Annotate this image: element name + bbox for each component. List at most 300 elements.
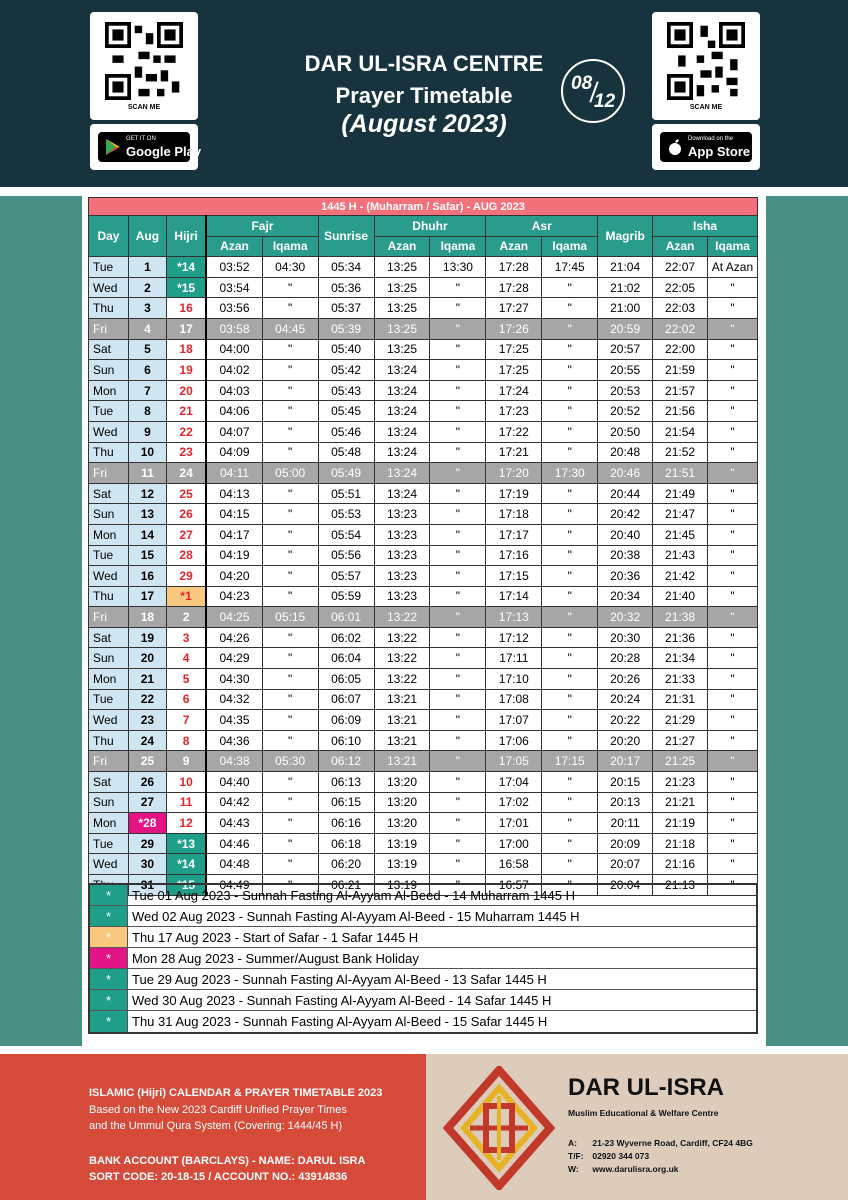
dhuhr-azan-cell: 13:25 [374, 318, 430, 339]
fajr-azan-cell: 04:07 [206, 421, 262, 442]
table-row [89, 586, 758, 607]
fajr-iqama-cell: " [262, 627, 318, 648]
magrib-cell: 20:30 [598, 627, 653, 648]
scan-me-label: SCAN ME [127, 104, 161, 111]
asr-iqama-cell: " [542, 545, 598, 566]
day-cell: Fri [89, 751, 129, 772]
day-cell: Wed [89, 421, 129, 442]
magrib-cell: 20:38 [598, 545, 653, 566]
isha-azan-cell: 21:47 [653, 504, 708, 525]
aug-cell: 29 [128, 833, 166, 854]
magrib-cell: 20:20 [598, 730, 653, 751]
asr-iqama-cell: " [542, 627, 598, 648]
footer-info [0, 1054, 426, 1200]
isha-azan-cell: 21:40 [653, 586, 708, 607]
table-row [89, 463, 758, 484]
isha-iqama-cell: At Azan [707, 257, 757, 278]
table-row [89, 833, 758, 854]
header-isha: Isha [653, 216, 758, 237]
isha-azan-cell: 21:34 [653, 648, 708, 669]
org-address: A: 21-23 Wyverne Road, Cardiff, CF24 4BG [568, 1138, 753, 1148]
magrib-cell: 20:57 [598, 339, 653, 360]
aug-cell: 11 [128, 463, 166, 484]
asr-azan-cell: 17:24 [486, 380, 542, 401]
asr-iqama-cell: 17:30 [542, 463, 598, 484]
isha-iqama-cell: " [707, 669, 757, 690]
table-row [89, 627, 758, 648]
hijri-cell: 5 [166, 669, 206, 690]
sunrise-cell: 05:39 [318, 318, 374, 339]
aug-cell: 14 [128, 524, 166, 545]
isha-iqama-cell: " [707, 730, 757, 751]
table-row [89, 360, 758, 381]
hijri-cell: *15 [166, 875, 206, 896]
dhuhr-azan-cell: 13:20 [374, 792, 430, 813]
hijri-cell: 4 [166, 648, 206, 669]
day-cell: Tue [89, 401, 129, 422]
dhuhr-azan-cell: 13:23 [374, 586, 430, 607]
left-qr-code[interactable] [90, 12, 198, 120]
hijri-cell: 26 [166, 504, 206, 525]
sunrise-cell: 05:54 [318, 524, 374, 545]
asr-iqama-cell: " [542, 648, 598, 669]
note-text: Tue 01 Aug 2023 - Sunnah Fasting Al-Ayyam Al-Beed - 14 Muharram 1445 H [132, 888, 575, 903]
sunrise-cell: 05:45 [318, 401, 374, 422]
day-cell: Tue [89, 257, 129, 278]
dar-ul-isra-logo-icon [440, 1066, 558, 1190]
isha-azan-cell: 21:43 [653, 545, 708, 566]
hijri-cell: *15 [166, 277, 206, 298]
aug-cell: 5 [128, 339, 166, 360]
dhuhr-iqama-cell: " [430, 360, 486, 381]
asr-iqama-cell: " [542, 875, 598, 896]
fajr-iqama-cell: " [262, 298, 318, 319]
magrib-cell: 20:44 [598, 483, 653, 504]
fajr-azan-cell: 04:23 [206, 586, 262, 607]
magrib-cell: 20:17 [598, 751, 653, 772]
isha-iqama-cell: " [707, 751, 757, 772]
fajr-iqama-cell: " [262, 854, 318, 875]
fajr-azan-cell: 04:02 [206, 360, 262, 381]
dhuhr-iqama-cell: " [430, 277, 486, 298]
fajr-azan-cell: 04:36 [206, 730, 262, 751]
day-cell: Mon [89, 524, 129, 545]
asr-azan-cell: 17:02 [486, 792, 542, 813]
prayer-timetable [88, 197, 758, 896]
asr-iqama-cell: " [542, 792, 598, 813]
sunrise-cell: 05:37 [318, 298, 374, 319]
isha-iqama-cell: " [707, 586, 757, 607]
footer-bank-name: BANK ACCOUNT (BARCLAYS) - NAME: DARUL ISRA [89, 1155, 366, 1167]
fajr-azan-cell: 04:48 [206, 854, 262, 875]
isha-azan-cell: 21:54 [653, 421, 708, 442]
asr-azan-cell: 17:04 [486, 772, 542, 793]
dhuhr-azan-cell: 13:19 [374, 833, 430, 854]
sunrise-cell: 06:15 [318, 792, 374, 813]
hijri-cell: 3 [166, 627, 206, 648]
header-asr: Asr [486, 216, 598, 237]
dhuhr-iqama-cell: " [430, 710, 486, 731]
hijri-cell: 25 [166, 483, 206, 504]
fajr-azan-cell: 04:46 [206, 833, 262, 854]
isha-azan-cell: 22:02 [653, 318, 708, 339]
asr-iqama-cell: " [542, 813, 598, 834]
magrib-cell: 20:32 [598, 607, 653, 628]
sunrise-cell: 06:02 [318, 627, 374, 648]
sunrise-cell: 06:21 [318, 875, 374, 896]
dhuhr-azan-cell: 13:24 [374, 483, 430, 504]
sunrise-cell: 05:59 [318, 586, 374, 607]
fajr-azan-cell: 04:26 [206, 627, 262, 648]
notes-list [88, 883, 758, 1034]
header-isha-iqama: Iqama [707, 236, 757, 257]
dhuhr-iqama-cell: " [430, 648, 486, 669]
header-bar [0, 0, 848, 187]
asr-iqama-cell: " [542, 566, 598, 587]
note-row [90, 990, 756, 1011]
centre-title: DAR UL-ISRA CENTRE [304, 51, 544, 76]
dhuhr-iqama-cell: " [430, 463, 486, 484]
day-cell: Mon [89, 669, 129, 690]
magrib-cell: 20:15 [598, 772, 653, 793]
right-qr-code[interactable] [652, 12, 760, 120]
note-text: Wed 02 Aug 2023 - Sunnah Fasting Al-Ayyam Al-Beed - 15 Muharram 1445 H [132, 909, 580, 924]
isha-iqama-cell: " [707, 318, 757, 339]
asr-azan-cell: 17:28 [486, 257, 542, 278]
header-dhuhr-iqama: Iqama [430, 236, 486, 257]
fajr-iqama-cell: " [262, 648, 318, 669]
day-cell: Sun [89, 648, 129, 669]
magrib-cell: 20:36 [598, 566, 653, 587]
sunrise-cell: 05:36 [318, 277, 374, 298]
fajr-azan-cell: 04:11 [206, 463, 262, 484]
aug-cell: 18 [128, 607, 166, 628]
asr-azan-cell: 16:58 [486, 854, 542, 875]
magrib-cell: 20:50 [598, 421, 653, 442]
hijri-cell: *13 [166, 833, 206, 854]
asr-azan-cell: 17:26 [486, 318, 542, 339]
magrib-cell: 20:48 [598, 442, 653, 463]
table-row [89, 751, 758, 772]
aug-cell: 2 [128, 277, 166, 298]
aug-cell: 1 [128, 257, 166, 278]
dhuhr-iqama-cell: " [430, 442, 486, 463]
isha-azan-cell: 21:27 [653, 730, 708, 751]
isha-iqama-cell: " [707, 772, 757, 793]
hijri-cell: 21 [166, 401, 206, 422]
sunrise-cell: 06:13 [318, 772, 374, 793]
aug-cell: 6 [128, 360, 166, 381]
isha-azan-cell: 21:33 [653, 669, 708, 690]
hijri-cell: *14 [166, 854, 206, 875]
fajr-iqama-cell: " [262, 524, 318, 545]
note-row [90, 1011, 756, 1032]
footer-calendar-title: ISLAMIC (Hijri) CALENDAR & PRAYER TIMETABLE 2023 [89, 1087, 383, 1099]
asr-iqama-cell: " [542, 360, 598, 381]
day-cell: Sat [89, 772, 129, 793]
fajr-iqama-cell: " [262, 421, 318, 442]
aug-cell: 12 [128, 483, 166, 504]
page-total: 12 [594, 91, 616, 112]
asr-azan-cell: 17:28 [486, 277, 542, 298]
isha-iqama-cell: " [707, 566, 757, 587]
asr-azan-cell: 17:15 [486, 566, 542, 587]
table-row [89, 854, 758, 875]
isha-iqama-cell: " [707, 875, 757, 896]
org-subtitle: Muslim Educational & Welfare Centre [568, 1108, 719, 1118]
header-dhuhr-azan: Azan [374, 236, 430, 257]
hijri-cell: 29 [166, 566, 206, 587]
aug-cell: 10 [128, 442, 166, 463]
fajr-azan-cell: 04:30 [206, 669, 262, 690]
footer-based-on: Based on the New 2023 Cardiff Unified Prayer Times [89, 1104, 347, 1116]
fajr-azan-cell: 04:25 [206, 607, 262, 628]
dhuhr-azan-cell: 13:25 [374, 277, 430, 298]
fajr-iqama-cell: " [262, 730, 318, 751]
timetable-title: Prayer Timetable [335, 83, 513, 108]
hijri-cell: 9 [166, 751, 206, 772]
dhuhr-azan-cell: 13:21 [374, 730, 430, 751]
asr-azan-cell: 17:25 [486, 360, 542, 381]
app-store-small: Download on the [688, 136, 734, 142]
isha-azan-cell: 21:38 [653, 607, 708, 628]
isha-azan-cell: 21:21 [653, 792, 708, 813]
sunrise-cell: 06:16 [318, 813, 374, 834]
table-row [89, 648, 758, 669]
day-cell: Sun [89, 792, 129, 813]
dhuhr-iqama-cell: " [430, 854, 486, 875]
isha-azan-cell: 21:36 [653, 627, 708, 648]
isha-azan-cell: 21:13 [653, 875, 708, 896]
fajr-iqama-cell: 05:15 [262, 607, 318, 628]
dhuhr-iqama-cell: " [430, 730, 486, 751]
hijri-cell: 6 [166, 689, 206, 710]
hijri-cell: 8 [166, 730, 206, 751]
fajr-iqama-cell: " [262, 360, 318, 381]
asr-azan-cell: 17:20 [486, 463, 542, 484]
fajr-azan-cell: 04:43 [206, 813, 262, 834]
fajr-iqama-cell: " [262, 772, 318, 793]
hijri-cell: 23 [166, 442, 206, 463]
sunrise-cell: 05:57 [318, 566, 374, 587]
table-row [89, 298, 758, 319]
footer-system: and the Ummul Qura System (Covering: 1444/45 H) [89, 1120, 343, 1132]
note-text: Mon 28 Aug 2023 - Summer/August Bank Holiday [132, 951, 419, 966]
hijri-cell: 12 [166, 813, 206, 834]
magrib-cell: 20:46 [598, 463, 653, 484]
magrib-cell: 20:09 [598, 833, 653, 854]
left-side-band [0, 196, 82, 1046]
header-hijri: Hijri [166, 216, 206, 257]
isha-azan-cell: 22:07 [653, 257, 708, 278]
app-store-large: App Store [688, 144, 751, 159]
isha-azan-cell: 21:42 [653, 566, 708, 587]
sunrise-cell: 05:42 [318, 360, 374, 381]
magrib-cell: 20:28 [598, 648, 653, 669]
sunrise-cell: 06:04 [318, 648, 374, 669]
fajr-azan-cell: 04:40 [206, 772, 262, 793]
magrib-cell: 20:11 [598, 813, 653, 834]
dhuhr-iqama-cell: " [430, 298, 486, 319]
fajr-azan-cell: 04:35 [206, 710, 262, 731]
isha-iqama-cell: " [707, 689, 757, 710]
asr-azan-cell: 17:18 [486, 504, 542, 525]
magrib-cell: 20:13 [598, 792, 653, 813]
note-marker: * [90, 885, 128, 905]
dhuhr-azan-cell: 13:24 [374, 442, 430, 463]
sunrise-cell: 06:07 [318, 689, 374, 710]
asr-azan-cell: 17:27 [486, 298, 542, 319]
fajr-azan-cell: 04:49 [206, 875, 262, 896]
asr-iqama-cell: " [542, 318, 598, 339]
day-cell: Thu [89, 730, 129, 751]
fajr-azan-cell: 04:17 [206, 524, 262, 545]
isha-iqama-cell: " [707, 524, 757, 545]
isha-iqama-cell: " [707, 401, 757, 422]
asr-iqama-cell: " [542, 401, 598, 422]
asr-iqama-cell: " [542, 833, 598, 854]
fajr-iqama-cell: " [262, 833, 318, 854]
dhuhr-azan-cell: 13:19 [374, 875, 430, 896]
day-cell: Thu [89, 586, 129, 607]
table-row [89, 772, 758, 793]
note-row [90, 969, 756, 990]
dhuhr-azan-cell: 13:22 [374, 607, 430, 628]
fajr-azan-cell: 04:15 [206, 504, 262, 525]
asr-azan-cell: 17:22 [486, 421, 542, 442]
table-row [89, 607, 758, 628]
sunrise-cell: 05:40 [318, 339, 374, 360]
header-fajr: Fajr [206, 216, 318, 237]
note-text: Thu 31 Aug 2023 - Sunnah Fasting Al-Ayyam Al-Beed - 15 Safar 1445 H [132, 1014, 548, 1029]
hijri-cell: 18 [166, 339, 206, 360]
header-asr-azan: Azan [486, 236, 542, 257]
dhuhr-azan-cell: 13:21 [374, 689, 430, 710]
asr-azan-cell: 17:19 [486, 483, 542, 504]
asr-azan-cell: 17:07 [486, 710, 542, 731]
magrib-cell: 20:42 [598, 504, 653, 525]
day-cell: Tue [89, 689, 129, 710]
dhuhr-iqama-cell: " [430, 792, 486, 813]
note-marker: * [90, 948, 128, 968]
fajr-iqama-cell: " [262, 483, 318, 504]
asr-iqama-cell: " [542, 442, 598, 463]
org-website[interactable]: W: www.darulisra.org.uk [568, 1164, 679, 1174]
asr-azan-cell: 17:05 [486, 751, 542, 772]
dhuhr-iqama-cell: " [430, 545, 486, 566]
sunrise-cell: 05:34 [318, 257, 374, 278]
table-row [89, 524, 758, 545]
fajr-iqama-cell: " [262, 277, 318, 298]
hijri-cell: 20 [166, 380, 206, 401]
fajr-azan-cell: 03:58 [206, 318, 262, 339]
dhuhr-iqama-cell: " [430, 380, 486, 401]
magrib-cell: 21:04 [598, 257, 653, 278]
sunrise-cell: 06:09 [318, 710, 374, 731]
isha-iqama-cell: " [707, 627, 757, 648]
dhuhr-azan-cell: 13:24 [374, 421, 430, 442]
asr-iqama-cell: " [542, 298, 598, 319]
asr-iqama-cell: " [542, 669, 598, 690]
google-play-button[interactable] [90, 124, 202, 170]
dhuhr-azan-cell: 13:23 [374, 524, 430, 545]
isha-azan-cell: 21:51 [653, 463, 708, 484]
app-store-button[interactable] [652, 124, 760, 170]
magrib-cell: 20:22 [598, 710, 653, 731]
aug-cell: 23 [128, 710, 166, 731]
fajr-iqama-cell: " [262, 401, 318, 422]
aug-cell: 19 [128, 627, 166, 648]
dhuhr-azan-cell: 13:24 [374, 463, 430, 484]
aug-cell: 31 [128, 875, 166, 896]
aug-cell: 9 [128, 421, 166, 442]
aug-cell: 8 [128, 401, 166, 422]
asr-azan-cell: 17:13 [486, 607, 542, 628]
fajr-azan-cell: 04:19 [206, 545, 262, 566]
table-row [89, 689, 758, 710]
asr-iqama-cell: 17:15 [542, 751, 598, 772]
dhuhr-iqama-cell: " [430, 833, 486, 854]
day-cell: Fri [89, 463, 129, 484]
table-row [89, 710, 758, 731]
isha-azan-cell: 21:31 [653, 689, 708, 710]
dhuhr-azan-cell: 13:23 [374, 545, 430, 566]
note-row [90, 948, 756, 969]
isha-azan-cell: 22:00 [653, 339, 708, 360]
fajr-iqama-cell: " [262, 504, 318, 525]
dhuhr-azan-cell: 13:24 [374, 401, 430, 422]
asr-iqama-cell: " [542, 586, 598, 607]
right-side-band [766, 196, 848, 1046]
dhuhr-iqama-cell: " [430, 421, 486, 442]
fajr-azan-cell: 03:52 [206, 257, 262, 278]
day-cell: Sun [89, 504, 129, 525]
scan-me-label: SCAN ME [689, 104, 723, 111]
aug-cell: 20 [128, 648, 166, 669]
isha-iqama-cell: " [707, 380, 757, 401]
day-cell: Wed [89, 566, 129, 587]
note-marker: * [90, 969, 128, 989]
table-row [89, 669, 758, 690]
header-magrib: Magrib [598, 216, 653, 257]
table-row [89, 318, 758, 339]
note-marker: * [90, 990, 128, 1010]
isha-azan-cell: 22:05 [653, 277, 708, 298]
asr-iqama-cell: " [542, 421, 598, 442]
table-row [89, 566, 758, 587]
qr-code-icon [667, 22, 745, 100]
dhuhr-azan-cell: 13:22 [374, 627, 430, 648]
table-row [89, 421, 758, 442]
magrib-cell: 20:53 [598, 380, 653, 401]
sunrise-cell: 06:12 [318, 751, 374, 772]
dhuhr-azan-cell: 13:24 [374, 380, 430, 401]
dhuhr-azan-cell: 13:21 [374, 751, 430, 772]
aug-cell: 26 [128, 772, 166, 793]
day-cell: Thu [89, 442, 129, 463]
asr-azan-cell: 17:21 [486, 442, 542, 463]
table-row [89, 339, 758, 360]
sunrise-cell: 05:48 [318, 442, 374, 463]
aug-cell: 21 [128, 669, 166, 690]
day-cell: Tue [89, 545, 129, 566]
fajr-azan-cell: 04:06 [206, 401, 262, 422]
asr-iqama-cell: " [542, 689, 598, 710]
magrib-cell: 20:55 [598, 360, 653, 381]
hijri-cell: 16 [166, 298, 206, 319]
sunrise-cell: 05:46 [318, 421, 374, 442]
asr-azan-cell: 17:12 [486, 627, 542, 648]
